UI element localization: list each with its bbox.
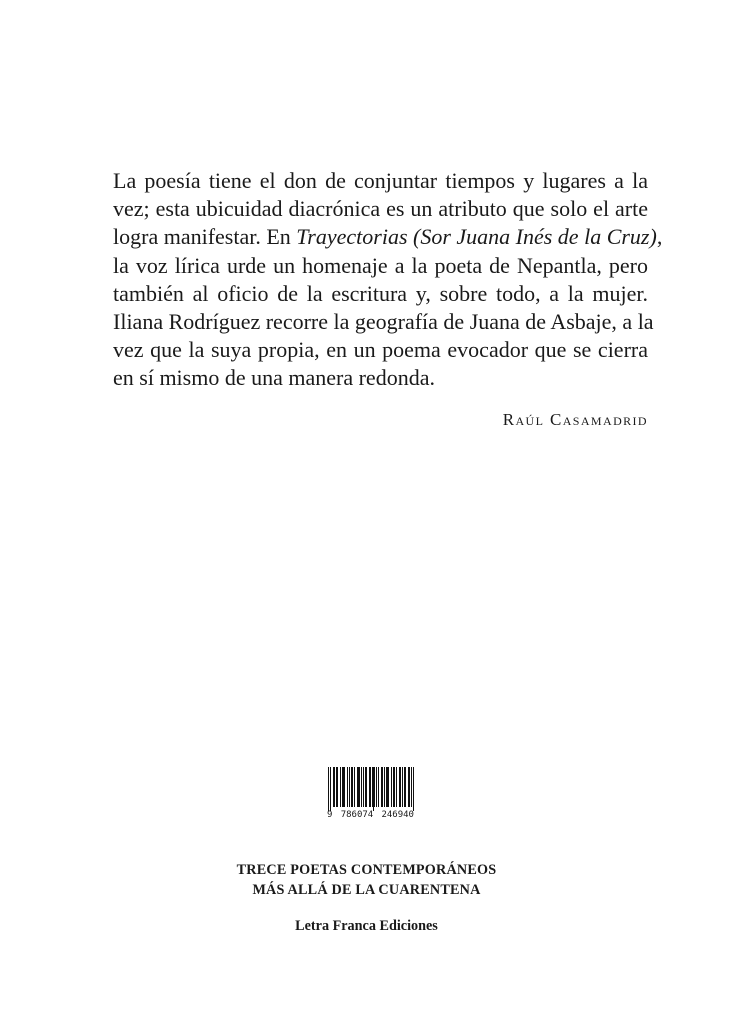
barcode-bar (363, 767, 364, 807)
blurb-line: también al oficio de la escritura y, sobre todo, a la mujer. (113, 280, 648, 306)
barcode-bar (396, 767, 397, 807)
barcode-bar (349, 767, 350, 807)
barcode-bar (337, 767, 338, 807)
barcode-bar (344, 767, 345, 807)
barcode-bar (365, 767, 366, 807)
barcode-bar (411, 767, 412, 807)
blurb-author: Raúl Casamadrid (502, 410, 648, 429)
barcode-bar (370, 767, 371, 807)
barcode-bar (374, 767, 375, 807)
book-title: Trayectorias (Sor Juana Inés de la Cruz) (296, 224, 657, 250)
barcode-bar (330, 767, 331, 811)
back-cover-blurb (113, 167, 663, 393)
blurb-line: vez; esta ubicuidad diacrónica es un atributo que solo el arte (113, 196, 648, 222)
barcode-bar (342, 767, 343, 807)
barcode-bar (381, 767, 382, 807)
series-title-line: MÁS ALLÁ DE LA CUARENTENA (252, 882, 481, 898)
barcode-bar (393, 767, 394, 807)
barcode-bar (378, 767, 379, 807)
barcode-bar (340, 767, 341, 807)
series-title-line: TRECE POETAS CONTEMPORÁNEOS (236, 862, 497, 878)
isbn-left-group: 786074 (340, 810, 374, 820)
barcode-bar (343, 767, 344, 807)
blurb-text: , (656, 224, 663, 250)
barcode-bar (372, 767, 373, 807)
barcode-bar (387, 767, 388, 807)
barcode-bar (409, 767, 410, 807)
barcode-bar (408, 767, 409, 807)
isbn-barcode (326, 767, 415, 823)
barcode-bars (326, 767, 415, 811)
barcode-bar (328, 767, 329, 811)
barcode-bar (400, 767, 401, 807)
isbn-right-group: 246940 (381, 810, 414, 820)
barcode-bar (352, 767, 353, 807)
barcode-bar (405, 767, 406, 807)
barcode-bar (336, 767, 337, 807)
barcode-bar (388, 767, 389, 807)
blurb-line: en sí mismo de una manera redonda. (113, 365, 435, 391)
blurb-line: La poesía tiene el don de conjuntar tiempos y lugares a la (113, 168, 648, 193)
barcode-bar (351, 767, 352, 807)
barcode-bar (359, 767, 360, 807)
barcode-bar (366, 767, 367, 807)
blurb-line: Iliana Rodríguez recorre la geografía de Juana de Asbaje, a la (113, 309, 654, 335)
isbn-prefix: 9 (327, 810, 333, 820)
publisher-name: Letra Franca Ediciones (295, 918, 438, 934)
barcode-bar (399, 767, 400, 807)
series-title (0, 860, 733, 900)
barcode-bar (384, 767, 385, 807)
barcode-bar (376, 767, 377, 807)
barcode-bar (361, 767, 362, 807)
blurb-line (113, 223, 663, 251)
barcode-bar (334, 767, 335, 807)
barcode-bar (357, 767, 358, 807)
barcode-bar (404, 767, 405, 807)
blurb-line: vez que la suya propia, en un poema evocador que se cierra (113, 337, 648, 363)
barcode-bar (394, 767, 395, 807)
barcode-bar (333, 767, 334, 807)
blurb-line: la voz lírica urde un homenaje a la poeta de Nepantla, pero (113, 252, 648, 278)
barcode-bar (373, 767, 374, 811)
barcode-bar (347, 767, 348, 807)
barcode-bar (382, 767, 383, 807)
barcode-bar (391, 767, 392, 807)
barcode-bar (354, 767, 355, 807)
barcode-bar (358, 767, 359, 807)
isbn-number (326, 809, 415, 821)
barcode-bar (369, 767, 370, 807)
blurb-text: logra manifestar. En (113, 224, 297, 250)
barcode-bar (402, 767, 403, 807)
barcode-bar (386, 767, 387, 807)
barcode-bar (413, 767, 414, 811)
